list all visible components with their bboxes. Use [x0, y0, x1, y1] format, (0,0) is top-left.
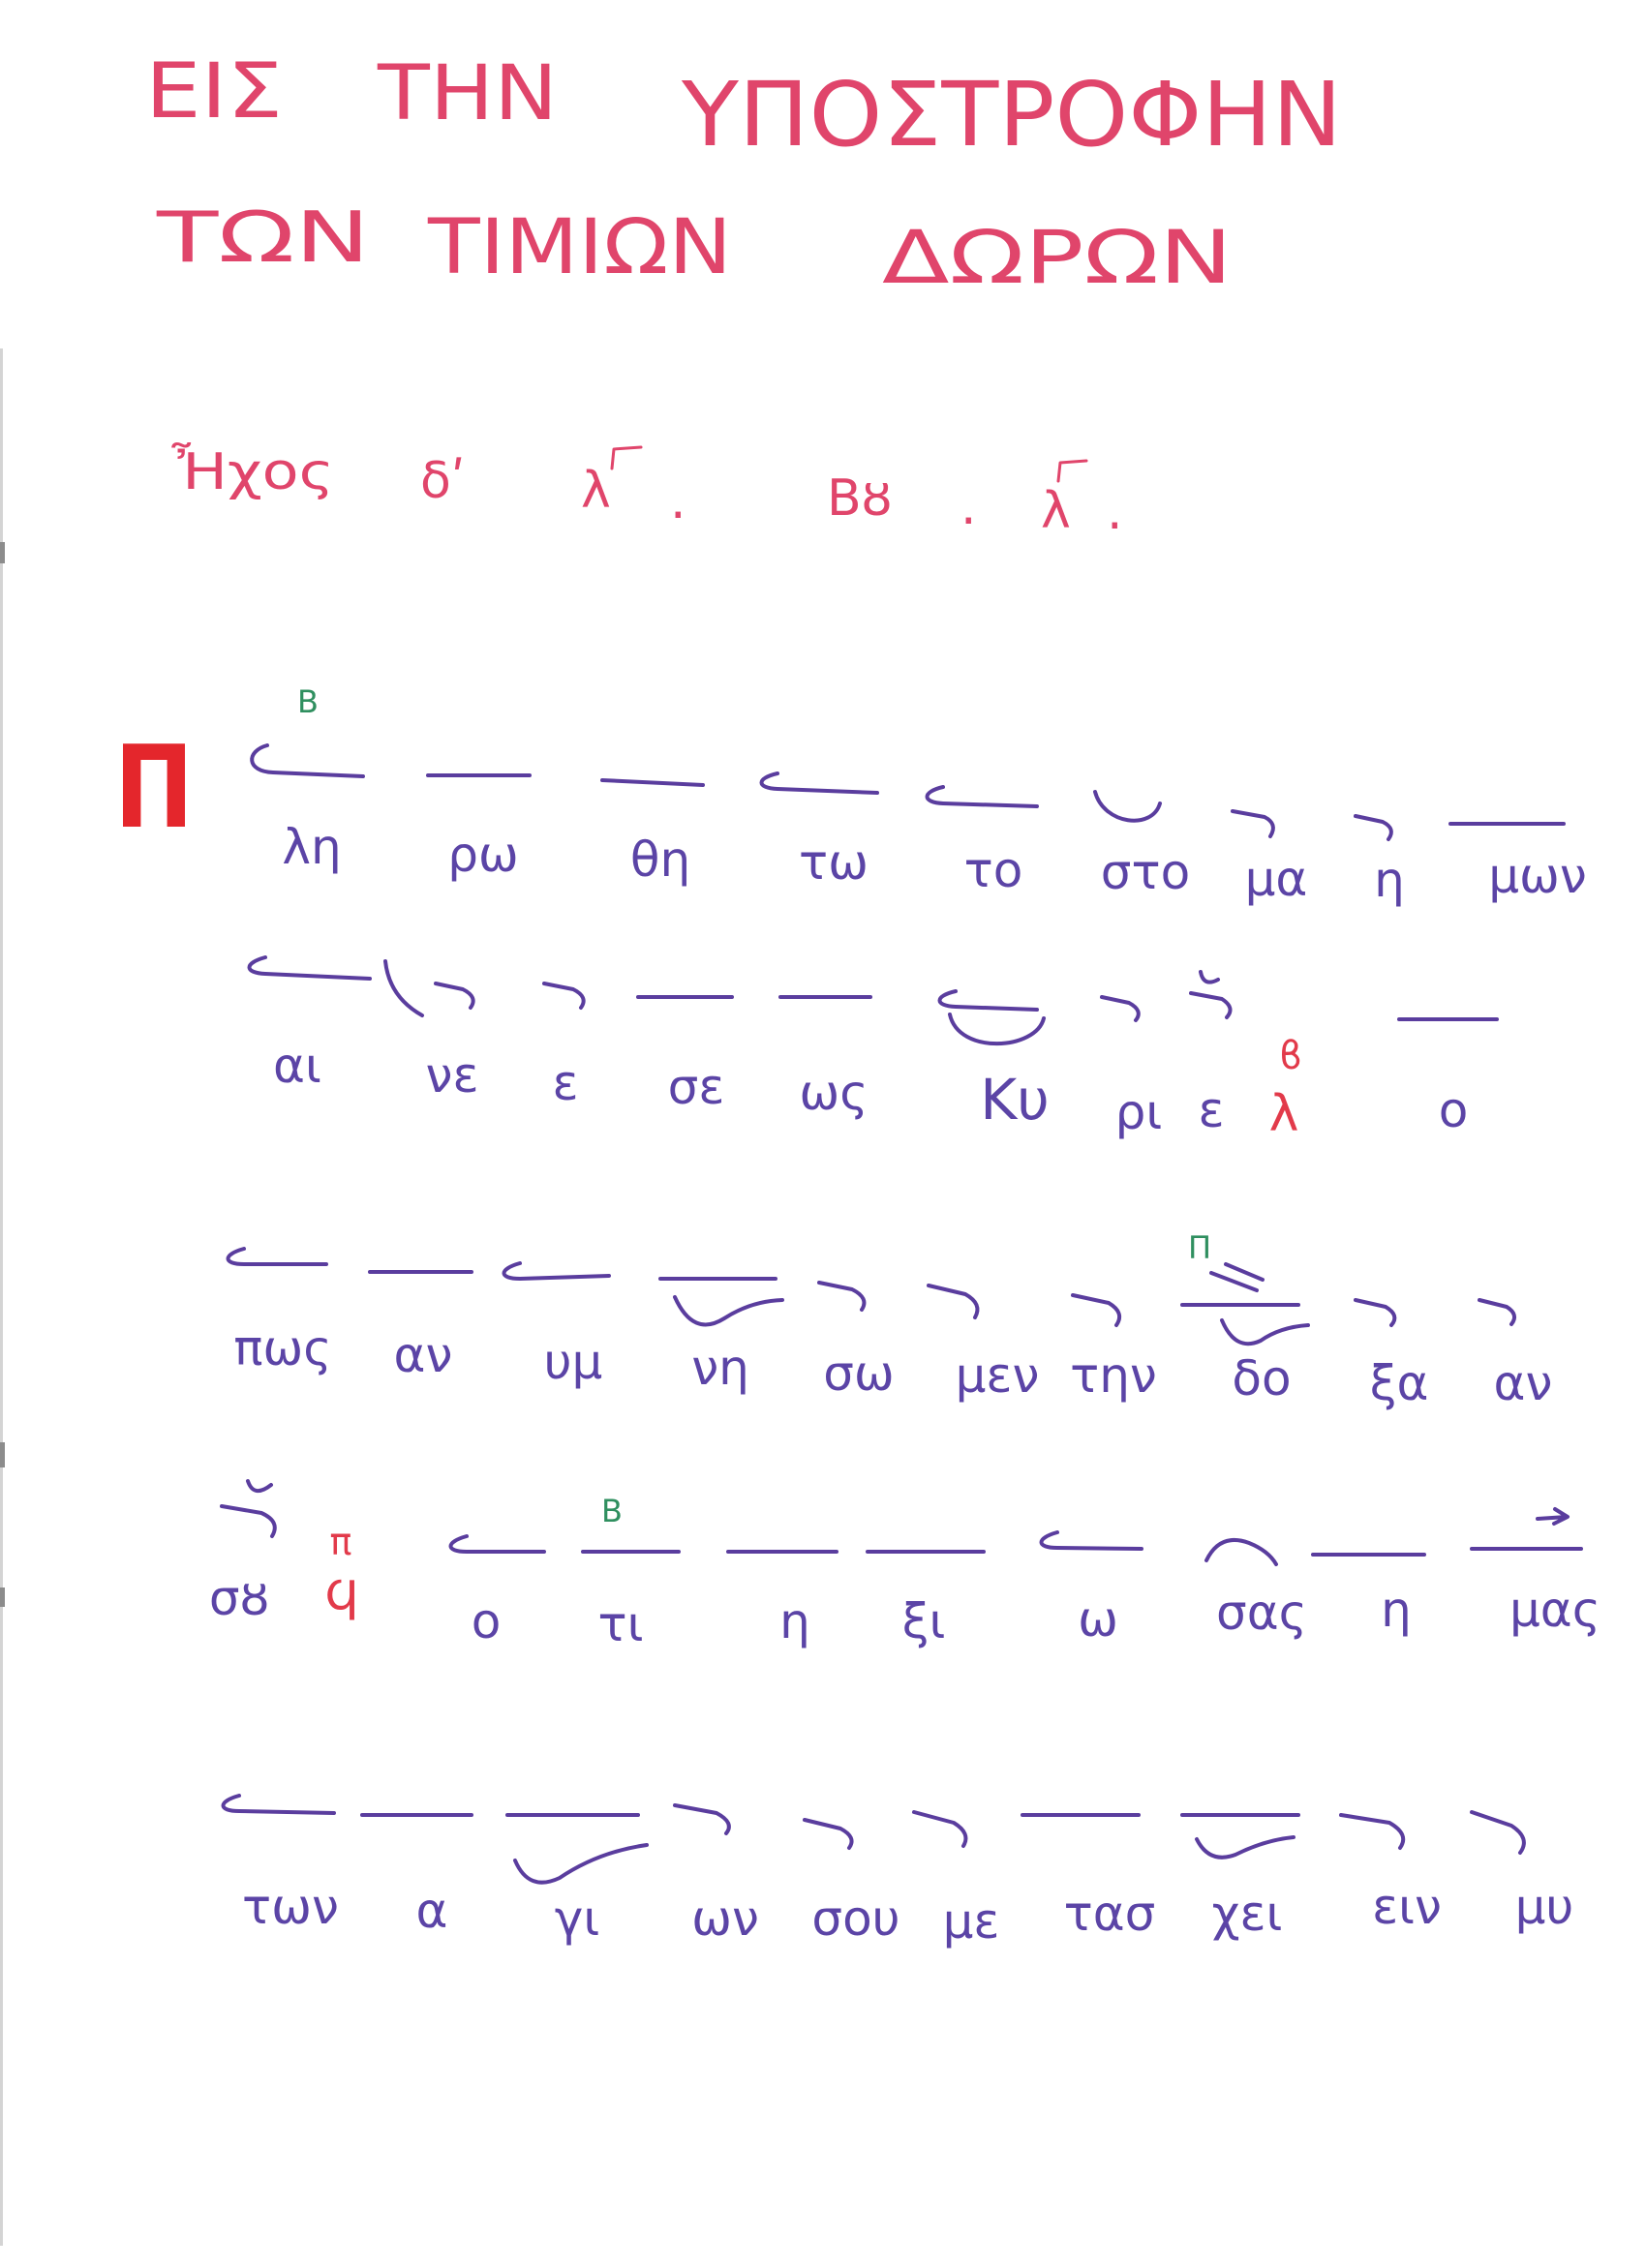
green-mark: Β — [601, 1493, 623, 1529]
syllable: δο — [1232, 1350, 1292, 1406]
neume-hook-line — [224, 1796, 335, 1813]
neume-curve — [515, 1845, 647, 1883]
neume-arrow — [1356, 816, 1391, 839]
syllable: υμ — [543, 1334, 603, 1390]
martyria-letter: λ — [1268, 1085, 1299, 1143]
syllable: ω — [1078, 1591, 1118, 1648]
chant-line-4 — [209, 1481, 1600, 1652]
syllable: την — [1070, 1347, 1157, 1404]
neume-small-mark — [248, 1481, 271, 1491]
neume-arrow — [929, 1285, 977, 1317]
syllable: ξι — [901, 1593, 946, 1649]
neume-hook-line — [250, 957, 371, 979]
neume-arrow — [819, 1283, 864, 1310]
neume-small-mark — [1226, 1264, 1263, 1280]
chant-line-5 — [224, 1796, 1574, 1950]
title-word: ΤΩΝ — [155, 197, 370, 278]
syllable: μεν — [955, 1347, 1040, 1404]
neume-hook-line — [229, 1249, 327, 1264]
neume-curve — [675, 1297, 782, 1324]
neume-arrow — [1479, 1300, 1514, 1324]
title-word: ΔΩΡΩΝ — [882, 214, 1233, 300]
syllable: μας — [1509, 1582, 1601, 1638]
martyria-hook-mark — [612, 447, 641, 469]
neume-hook-line — [762, 773, 878, 793]
syllable: των — [242, 1879, 339, 1935]
neume-line — [602, 780, 703, 785]
neume-arrow — [1102, 997, 1139, 1020]
syllable: ων — [691, 1890, 759, 1947]
syllable: αι — [273, 1038, 321, 1094]
syllable: ε — [1198, 1082, 1225, 1138]
syllable: ρω — [447, 827, 519, 883]
syllable: ο — [1438, 1082, 1469, 1138]
syllable: ειν — [1372, 1879, 1442, 1935]
neume-curve — [385, 961, 422, 1015]
neume-arrow — [222, 1506, 275, 1536]
mode-signature — [171, 442, 1123, 541]
chant-line-3 — [229, 1229, 1553, 1411]
syllable: τασ — [1063, 1886, 1156, 1942]
initial-letter: Π — [114, 720, 194, 854]
title-word: ΤΗΝ — [376, 50, 558, 137]
syllable: γι — [554, 1890, 600, 1947]
neume-curve — [1222, 1320, 1308, 1344]
title-word: ΥΠΟΣΤΡΟΦΗΝ — [680, 63, 1342, 166]
syllable: σας — [1216, 1585, 1307, 1641]
syllable: σου — [811, 1890, 900, 1947]
syllable: μων — [1488, 848, 1587, 904]
syllable: χει — [1211, 1886, 1283, 1942]
mode-number: δʹ — [420, 452, 466, 510]
neume-small-mark — [1201, 972, 1218, 983]
neume-hook-line — [451, 1536, 545, 1552]
syllable: νη — [691, 1340, 749, 1396]
neume-arrow — [1341, 1815, 1403, 1848]
syllable: Κυ — [980, 1067, 1050, 1133]
syllable: σε — [667, 1059, 725, 1115]
chant-line-1 — [252, 683, 1587, 908]
neume-arrow — [805, 1820, 852, 1848]
neume-arrow — [1233, 811, 1273, 836]
title-word: ΤΙΜΙΩΝ — [426, 204, 732, 291]
martyria-sign: λ — [581, 462, 611, 520]
syllable: αν — [393, 1327, 453, 1383]
syllable: τι — [597, 1596, 644, 1652]
martyria-letter: ϥ — [324, 1560, 359, 1621]
syllable: αν — [1493, 1355, 1553, 1411]
mode-dot: . — [670, 472, 686, 530]
base-note: Βȣ — [827, 469, 893, 528]
syllable: ε — [552, 1055, 579, 1111]
martyria-top: π — [329, 1521, 352, 1563]
syllable: στο — [1100, 844, 1191, 900]
martyria-sign: λ — [1041, 482, 1071, 540]
chant-line-2 — [250, 957, 1498, 1143]
neume-curve — [950, 1014, 1044, 1043]
syllable: α — [415, 1883, 448, 1939]
neume-small-arrow-mark — [1538, 1509, 1568, 1524]
syllable: ως — [799, 1065, 869, 1121]
neume-arrow — [1073, 1295, 1119, 1325]
neume-hook-line — [252, 745, 363, 776]
neume-hook-line — [504, 1263, 610, 1279]
syllable: θη — [629, 832, 691, 888]
green-mark: Β — [297, 683, 319, 720]
syllable: ξα — [1369, 1355, 1429, 1411]
scan-edge-shadow — [0, 348, 5, 2246]
neume-arrow — [1191, 993, 1231, 1017]
syllable: ο — [471, 1593, 502, 1649]
syllable: με — [942, 1893, 1000, 1950]
syllable: λη — [282, 819, 342, 875]
neume-arrow — [1472, 1812, 1524, 1853]
syllable: η — [1374, 852, 1405, 908]
martyria-top: ϐ — [1278, 1034, 1303, 1078]
neume-arrow — [914, 1812, 965, 1846]
mode-dot: . — [1107, 483, 1123, 541]
syllable: σȣ — [208, 1570, 270, 1626]
neume-arrow — [1356, 1300, 1394, 1325]
syllable: η — [1381, 1582, 1412, 1638]
syllable: νε — [425, 1047, 479, 1104]
page-title — [145, 48, 1342, 300]
title-word: ΕΙΣ — [145, 48, 283, 136]
echos-label: Ἦχος — [171, 443, 308, 501]
green-mark: Π — [1187, 1229, 1212, 1266]
neume-arrow — [544, 983, 584, 1008]
syllable: η — [779, 1593, 810, 1649]
neume-arrow — [675, 1805, 729, 1833]
syllable: πως — [233, 1320, 332, 1376]
syllable: το — [963, 842, 1023, 898]
neume-hook-line — [940, 991, 1038, 1010]
neume-curve — [1197, 1837, 1294, 1858]
syllable: ρι — [1114, 1084, 1163, 1140]
neume-curve — [1095, 792, 1160, 821]
neume-curve — [1206, 1540, 1276, 1564]
syllable: μυ — [1514, 1879, 1574, 1935]
syllable: μα — [1244, 851, 1308, 907]
martyria-hook-mark — [1058, 461, 1086, 481]
neume-arrow — [436, 983, 473, 1008]
neume-hook-line — [1042, 1532, 1143, 1549]
neume-hook-line — [928, 787, 1038, 806]
syllable: τω — [799, 834, 869, 891]
syllable: σω — [823, 1346, 895, 1402]
mode-dot: . — [960, 478, 977, 536]
